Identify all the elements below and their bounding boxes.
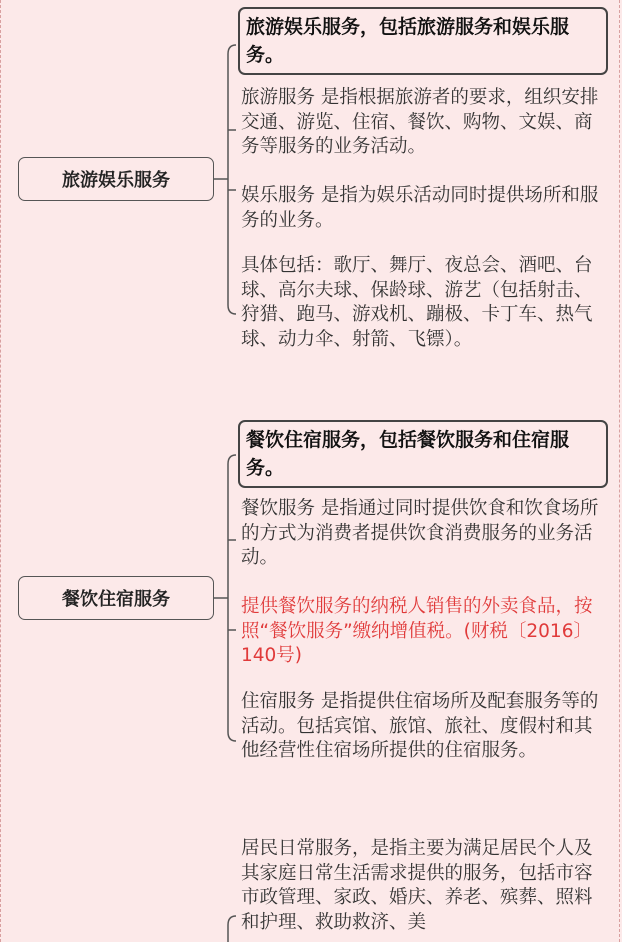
- topic-catering-lodging[interactable]: 餐饮住宿服务: [18, 576, 214, 620]
- bracket-group2: [228, 455, 236, 741]
- text-travel-service: 旅游服务 是指根据旅游者的要求，组织安排交通、游览、住宿、餐饮、购物、文娱、商务等服务的业务活动。: [241, 87, 599, 157]
- bracket-group3: [228, 916, 236, 942]
- heading-travel-entertainment[interactable]: 旅游娱乐服务，包括旅游服务和娱乐服务。: [238, 7, 608, 75]
- text-takeaway-note: 提供餐饮服务的纳税人销售的外卖食品，按照“餐饮服务”缴纳增值税。(财税〔2016〕140号): [241, 596, 593, 666]
- heading-catering-lodging[interactable]: 餐饮住宿服务，包括餐饮服务和住宿服务。: [238, 420, 608, 488]
- text-catering-service: 餐饮服务 是指通过同时提供饮食和饮食场所的方式为消费者提供饮食消费服务的业务活动。: [241, 498, 599, 568]
- text-entertainment-scope: 具体包括：歌厅、舞厅、夜总会、酒吧、台球、高尔夫球、保龄球、游艺（包括射击、狩猎、跑马、游戏机、蹦极、卡丁车、热气球、动力伞、射箭、飞镖）。: [241, 255, 593, 350]
- bracket-group1: [228, 45, 236, 314]
- text-lodging-service: 住宿服务 是指提供住宿场所及配套服务等的活动。包括宾馆、旅馆、旅社、度假村和其他经营性住宿场所提供的住宿服务。: [241, 691, 599, 761]
- text-resident-service: 居民日常服务，是指主要为满足居民个人及其家庭日常生活需求提供的服务，包括市容市政管理、家政、婚庆、养老、殡葬、照料和护理、救助救济、美: [241, 838, 593, 933]
- text-entertainment-service: 娱乐服务 是指为娱乐活动同时提供场所和服务的业务。: [241, 185, 599, 231]
- topic-travel-entertainment[interactable]: 旅游娱乐服务: [18, 157, 214, 201]
